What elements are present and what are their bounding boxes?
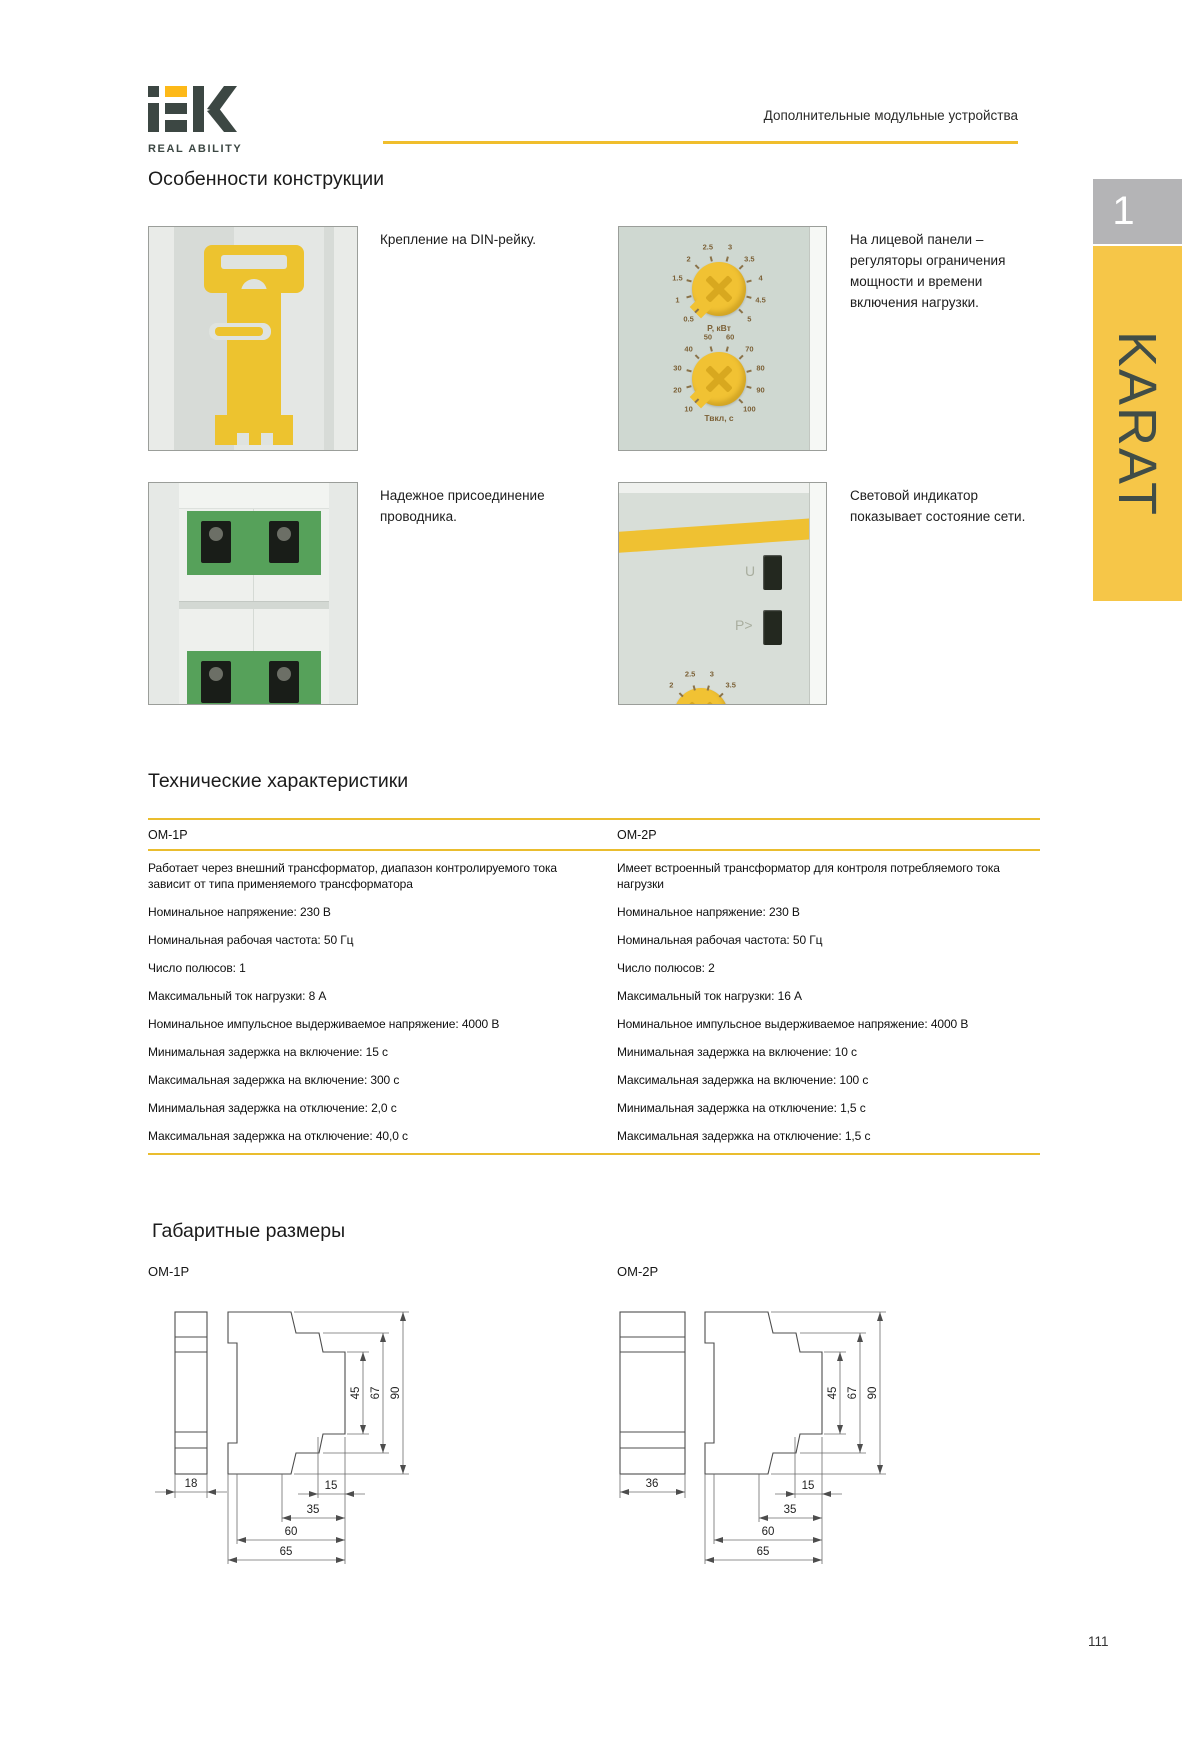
time-dial-unit: Твкл, с bbox=[704, 413, 734, 423]
dial-tick-label: 100 bbox=[743, 404, 756, 414]
dim-35: 35 bbox=[783, 1504, 797, 1516]
specs-heading: Технические характеристики bbox=[148, 770, 409, 792]
specs-table bbox=[148, 818, 1040, 1155]
iek-logo-mark bbox=[148, 86, 240, 134]
dial-tick-mark bbox=[695, 355, 700, 360]
dial-tick-label: 10 bbox=[684, 404, 693, 414]
dial-tick-label: 3 bbox=[709, 669, 714, 679]
dim-65: 65 bbox=[279, 1546, 293, 1558]
dial-tick-label: 1.5 bbox=[672, 273, 683, 283]
power-dial-unit: P, кВт bbox=[707, 323, 731, 333]
led-power-label: P> bbox=[735, 617, 753, 633]
dial-tick-label: 0.5 bbox=[683, 314, 694, 324]
dial-tick-label: 40 bbox=[684, 344, 693, 354]
caption-indicator: Световой индикатор показывает состояние сети. bbox=[850, 488, 1026, 524]
dial-tick-label: 90 bbox=[756, 385, 765, 395]
dim-35: 35 bbox=[306, 1504, 320, 1516]
series-name: KARAT bbox=[1107, 330, 1168, 517]
specs-col-om1p: ОМ-1Р bbox=[148, 828, 188, 842]
dial-tick-label: 2.5 bbox=[684, 669, 696, 679]
dimension-label-om1p: ОМ-1Р bbox=[148, 1264, 190, 1279]
dial-tick-label: 3.5 bbox=[725, 680, 736, 690]
terminal-block-bottom bbox=[187, 651, 321, 705]
iek-logo bbox=[148, 86, 242, 155]
spec-row: Минимальная задержка на включение: 15 с Минимальная задержка на включение: 10 с bbox=[148, 1045, 857, 1059]
header-rule bbox=[383, 141, 1018, 144]
spec-row: Номинальная рабочая частота: 50 Гц Номинальная рабочая частота: 50 Гц bbox=[148, 933, 823, 947]
din-clip-base bbox=[215, 415, 293, 445]
specs-col-om2p: ОМ-2Р bbox=[617, 828, 657, 842]
dim-60: 60 bbox=[761, 1526, 775, 1538]
dial-tick-mark bbox=[710, 346, 713, 351]
yellow-stripe bbox=[618, 518, 819, 553]
photo-indicator bbox=[618, 482, 827, 705]
dial-tick-label: 80 bbox=[756, 363, 765, 373]
dimension-drawing-om1p bbox=[133, 1302, 433, 1574]
dial-tick-label: 50 bbox=[703, 332, 713, 342]
caption-front-panel: На лицевой панели – регуляторы ограничения мощности и времени включения нагрузки. bbox=[850, 232, 1006, 310]
dimensions-heading: Габаритные размеры bbox=[152, 1220, 346, 1242]
dim-67: 67 bbox=[370, 1386, 382, 1400]
dial-tick-label: 20 bbox=[673, 385, 682, 395]
dim-15: 15 bbox=[801, 1480, 815, 1492]
dial-tick-label: 2 bbox=[669, 680, 674, 690]
spec-row: Максимальный ток нагрузки: 8 А Максимальный ток нагрузки: 16 А bbox=[148, 989, 802, 1003]
caption-din-rail: Крепление на DIN-рейку. bbox=[380, 232, 537, 247]
dial-tick-label: 3 bbox=[728, 242, 733, 252]
dial-tick-label: 5 bbox=[747, 314, 752, 324]
dial-tick-mark bbox=[686, 370, 691, 373]
header-category: Дополнительные модульные устройства bbox=[763, 108, 1018, 123]
dim-67: 67 bbox=[847, 1386, 859, 1400]
dial-tick-label: 1 bbox=[675, 295, 680, 305]
dial-tick-mark bbox=[746, 386, 751, 389]
dim-45: 45 bbox=[350, 1386, 362, 1400]
dim-90: 90 bbox=[390, 1386, 402, 1400]
dial-tick-mark bbox=[686, 386, 691, 389]
specs-table-header bbox=[148, 820, 1040, 851]
logo-tagline: REAL ABILITY bbox=[148, 143, 243, 155]
terminal-block-top bbox=[187, 511, 321, 575]
dim-60: 60 bbox=[284, 1526, 298, 1538]
spec-row: Число полюсов: 1 Число полюсов: 2 bbox=[148, 961, 715, 975]
led-voltage-window bbox=[763, 555, 782, 590]
din-clip-stem bbox=[227, 289, 281, 417]
dim-15: 15 bbox=[324, 1480, 338, 1492]
spec-row: Номинальное напряжение: 230 В Номинальное напряжение: 230 В bbox=[148, 905, 800, 919]
page-number: 111 bbox=[1088, 1634, 1109, 1649]
dial-tick-label: 3.5 bbox=[744, 254, 755, 264]
dial-tick-label: 30 bbox=[673, 363, 682, 373]
spec-row: Максимальная задержка на включение: 300 с Максимальная задержка на включение: 100 с bbox=[148, 1073, 869, 1087]
dim-45: 45 bbox=[827, 1386, 839, 1400]
spec-row: Номинальное импульсное выдерживаемое напряжение: 4000 В Номинальное импульсное выдерживаемое напряжение: 4000 В bbox=[148, 1017, 969, 1031]
dial-tick-label: 70 bbox=[745, 344, 754, 354]
caption-terminals: Надежное присоединение проводника. bbox=[380, 488, 545, 524]
spec-row: Максимальная задержка на отключение: 40,0 с Максимальная задержка на отключение: 1,5 с bbox=[148, 1129, 871, 1143]
section-number: 1 bbox=[1112, 189, 1135, 233]
features-heading: Особенности конструкции bbox=[148, 168, 385, 190]
led-power-window bbox=[763, 610, 782, 645]
dial-tick-mark bbox=[692, 685, 695, 690]
dim-65: 65 bbox=[756, 1546, 770, 1558]
led-voltage-label: U bbox=[745, 563, 756, 579]
dial-tick-mark bbox=[746, 370, 751, 373]
spec-row: Минимальная задержка на отключение: 2,0 с Минимальная задержка на отключение: 1,5 с bbox=[148, 1101, 866, 1115]
spec-row: Работает через внешний трансформатор, диапазон контролируемого тока зависит от типа применяемого трансформатора Имеет встроенный трансформатор для контроля потребляемого тока нагрузки bbox=[148, 861, 1000, 891]
dial-tick-label: 2 bbox=[686, 254, 691, 264]
dial-tick-mark bbox=[739, 399, 744, 404]
dial-tick-label: 4 bbox=[758, 273, 763, 283]
dimension-label-om2p: ОМ-2Р bbox=[617, 1264, 659, 1279]
dim-90: 90 bbox=[867, 1386, 879, 1400]
dial-tick-label: 4.5 bbox=[755, 295, 766, 305]
dim-front-width: 36 bbox=[645, 1478, 659, 1490]
photo-terminals bbox=[148, 482, 358, 705]
dial-tick-mark bbox=[726, 346, 729, 351]
section-number-tab bbox=[1093, 179, 1182, 244]
dimension-drawing-om2p bbox=[610, 1302, 910, 1574]
dial-tick-label: 60 bbox=[725, 332, 735, 342]
time-dial bbox=[619, 227, 826, 450]
photo-front-panel-dials bbox=[618, 226, 827, 451]
photo-din-rail-clip bbox=[148, 226, 358, 451]
dial-tick-mark bbox=[739, 355, 744, 360]
time-knob bbox=[692, 352, 746, 406]
dim-front-width: 18 bbox=[184, 1478, 198, 1490]
series-tab bbox=[1093, 246, 1182, 601]
dial-tick-label: 2.5 bbox=[702, 242, 714, 252]
